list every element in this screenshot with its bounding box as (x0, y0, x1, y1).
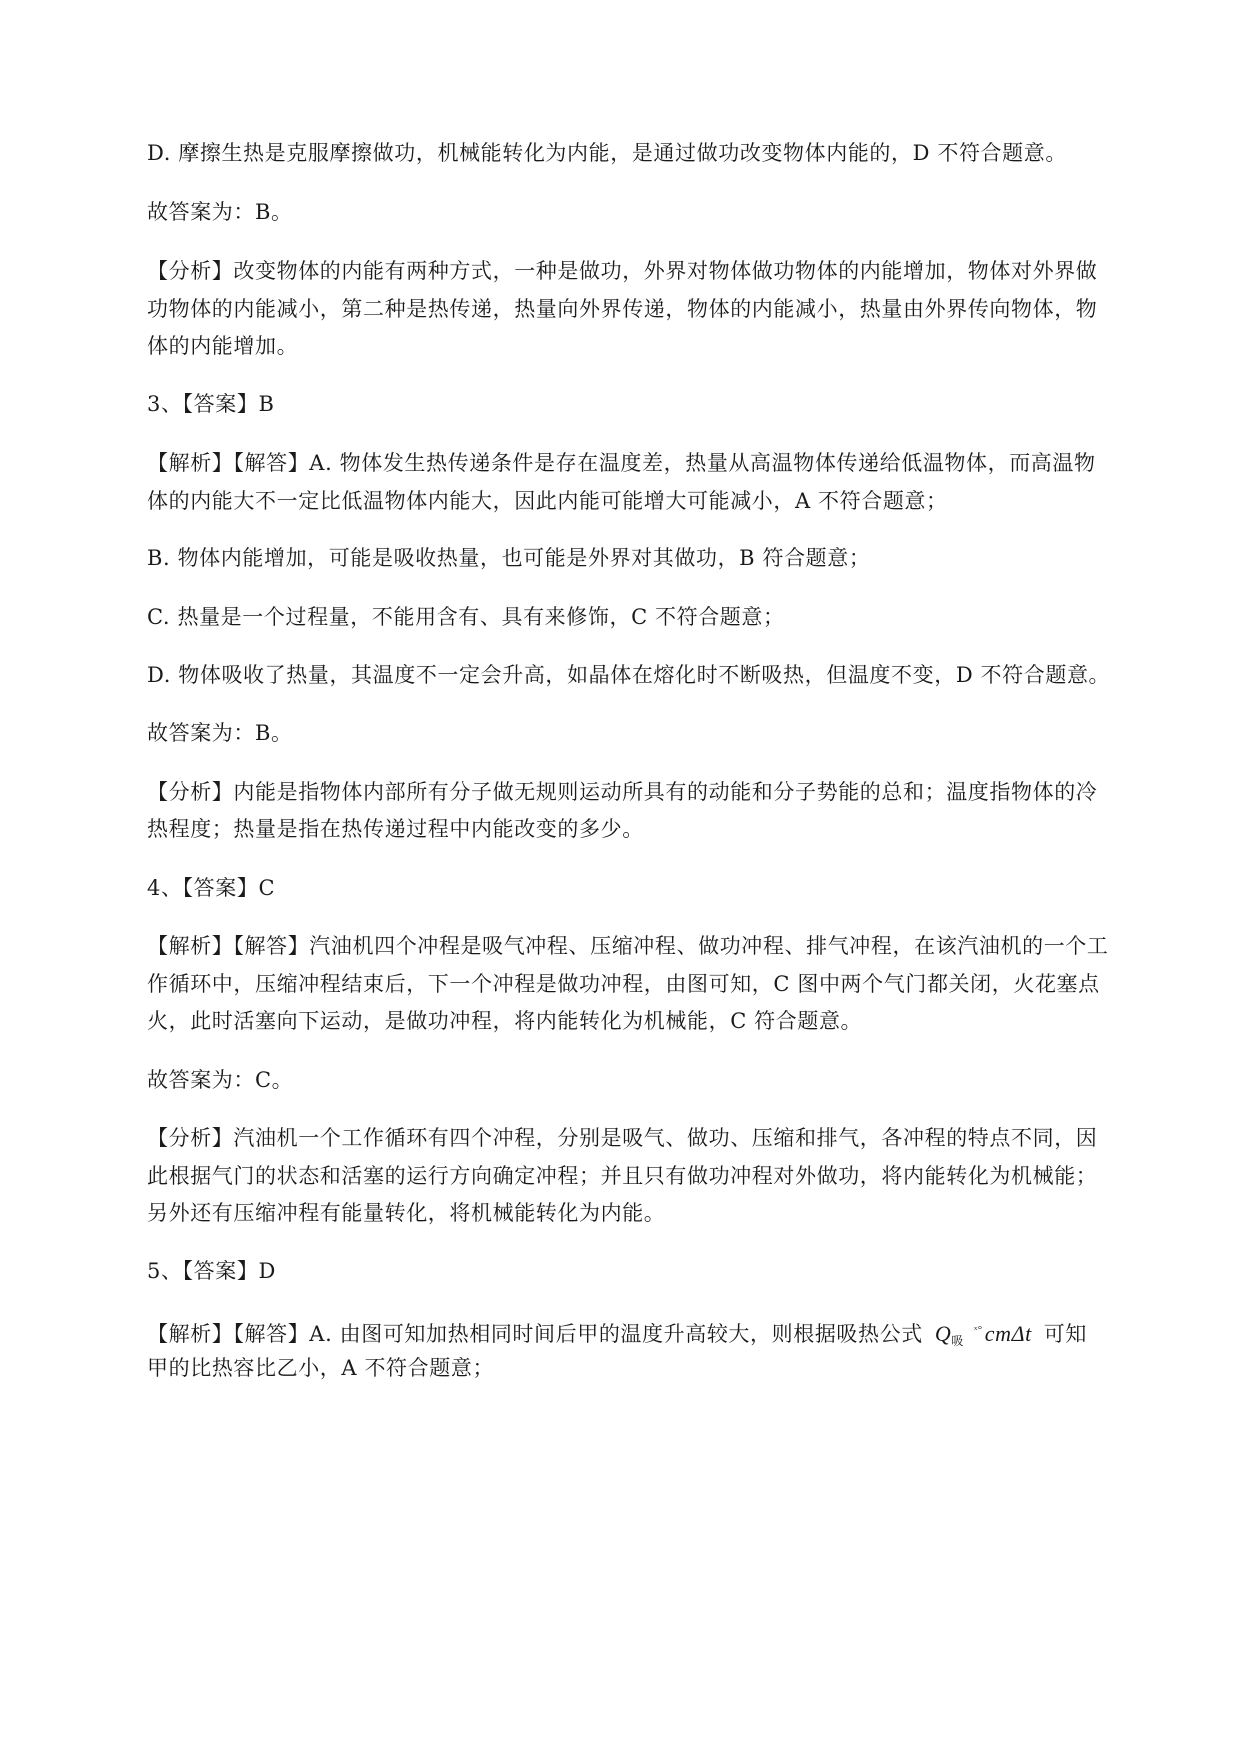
text-line: 火，此时活塞向下运动，是做功冲程，将内能转化为机械能，C 符合题意。 (147, 1009, 863, 1033)
text-line: 体的内能增加。 (147, 334, 299, 358)
formula-rest: cmΔt (984, 1321, 1032, 1346)
text-line: 【解析】【解答】A. 物体发生热传递条件是存在温度差，热量从高温物体传递给低温物体，而高温物 (147, 451, 1096, 475)
section-heading: 3、【答案】B (147, 392, 275, 416)
formula-after-text: 可知 (1043, 1322, 1087, 1346)
text-line: 功物体的内能减小，第二种是热传递，热量向外界传递，物体的内能减小，热量由外界传向物体，物 (147, 297, 1098, 321)
formula-q: Q (934, 1321, 952, 1346)
text-line: C. 热量是一个过程量，不能用含有、具有来修饰，C 不符合题意； (147, 605, 785, 629)
text-line: D. 物体吸收了热量，其温度不一定会升高，如晶体在熔化时不断吸热，但温度不变，D 不符合题意。 (147, 663, 1111, 687)
text-line: 热程度；热量是指在热传递过程中内能改变的多少。 (147, 817, 644, 841)
section-heading: 5、【答案】D (147, 1259, 276, 1283)
text-line: 故答案为：B。 (147, 721, 293, 745)
text-line: 故答案为：C。 (147, 1068, 294, 1092)
text-line: 体的内能大不一定比低温物体内能大，因此内能可能增大可能减小，A 不符合题意； (147, 489, 948, 513)
formula-equals-mark: ˣ° (973, 1324, 983, 1336)
heat-formula (935, 1321, 1032, 1346)
text-line: 作循环中，压缩冲程结束后，下一个冲程是做功冲程，由图可知，C 图中两个气门都关闭，火花塞点 (147, 972, 1100, 996)
text-line: D. 摩擦生热是克服摩擦做功，机械能转化为内能，是通过做功改变物体内能的，D 不符合题意。 (147, 141, 1067, 165)
text-line: 故答案为：B。 (147, 200, 293, 224)
text-line-with-formula (147, 1316, 1147, 1355)
text-line: 【分析】改变物体的内能有两种方式，一种是做功，外界对物体做功物体的内能增加，物体对外界做 (147, 259, 1098, 283)
section-heading: 4、【答案】C (147, 876, 276, 900)
text-line: 另外还有压缩冲程有能量转化，将机械能转化为内能。 (147, 1201, 666, 1225)
text-line: 【分析】汽油机一个工作循环有四个冲程，分别是吸气、做功、压缩和排气，各冲程的特点不同，因 (147, 1126, 1098, 1150)
text-line: 【分析】内能是指物体内部所有分子做无规则运动所具有的动能和分子势能的总和；温度指物体的冷 (147, 780, 1098, 804)
text-line: 此根据气门的状态和活塞的运行方向确定冲程；并且只有做功冲程对外做功，将内能转化为机械能； (147, 1164, 1098, 1188)
text-line: B. 物体内能增加，可能是吸收热量，也可能是外界对其做功，B 符合题意； (147, 546, 871, 570)
text-line: 甲的比热容比乙小，A 不符合题意； (147, 1356, 495, 1380)
formula-subscript: 吸 (951, 1334, 964, 1348)
text-line: 【解析】【解答】汽油机四个冲程是吸气冲程、压缩冲程、做功冲程、排气冲程，在该汽油机的一个工 (147, 934, 1109, 958)
formula-intro-text: 【解析】【解答】A. 由图可知加热相同时间后甲的温度升高较大，则根据吸热公式 (147, 1322, 923, 1346)
